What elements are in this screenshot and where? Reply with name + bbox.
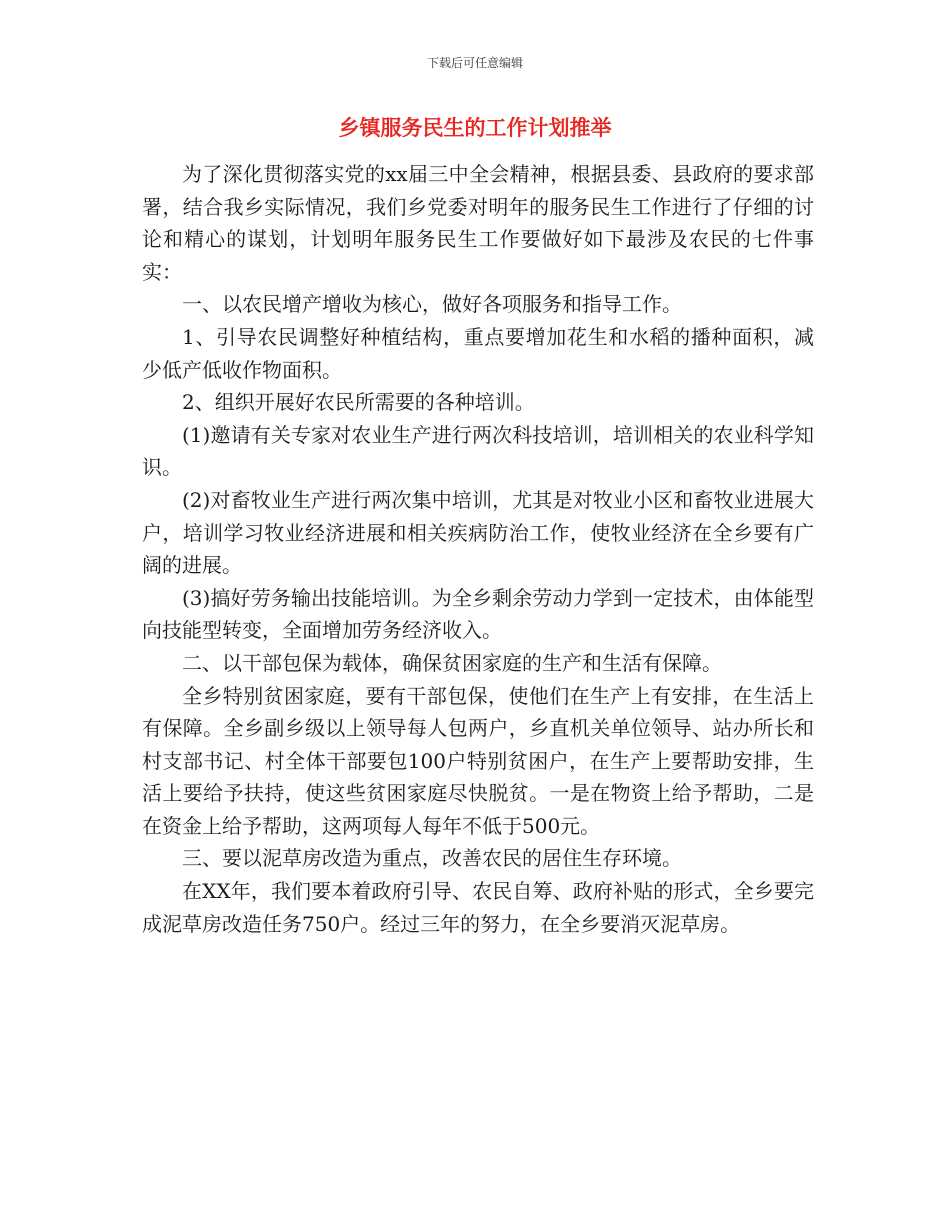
heading-section-1: 一、以农民增产增收为核心，做好各项服务和指导工作。: [182, 292, 682, 317]
paragraph-section-3: 在XX年，我们要本着政府引导、农民自筹、政府补贴的形式，全乡要完成泥草房改造任务750户。经过三年的努力，在全乡要消灭泥草房。: [142, 879, 814, 936]
header-note: 下载后可任意编辑: [426, 56, 523, 70]
paragraph-subitem-2: (2)对畜牧业生产进行两次集中培训，尤其是对牧业小区和畜牧业进展大户，培训学习牧业经济进展和相关疾病防治工作，使牧业经济在全乡要有广阔的进展。: [142, 487, 814, 578]
paragraph-section-2: 全乡特别贫困家庭，要有干部包保，使他们在生产上有安排，在生活上有保障。全乡副乡级以上领导每人包两户，乡直机关单位领导、站办所长和村支部书记、村全体干部要包100户特别贫困户，在生产上要帮助安排，生活上要给予扶持，使这些贫困家庭尽快脱贫。一是在物资上给予帮助，二是在资金上给予帮助，这两项每人每年不低于500元。: [142, 683, 814, 838]
paragraph-item-2: 2、组织开展好农民所需要的各种培训。: [182, 390, 535, 415]
document-body: [142, 158, 814, 940]
document-title: 乡镇服务民生的工作计划推举: [338, 116, 612, 140]
paragraph-intro: 为了深化贯彻落实党的xx届三中全会精神，根据县委、县政府的要求部署，结合我乡实际情况，我们乡党委对明年的服务民生工作进行了仔细的讨论和精心的谋划，计划明年服务民生工作要做好如下最涉及农民的七件事实：: [142, 162, 814, 284]
heading-section-2: 二、以干部包保为载体，确保贫困家庭的生产和生活有保障。: [182, 650, 722, 675]
paragraph-item-1: 1、引导农民调整好种植结构，重点要增加花生和水稻的播种面积，减少低产低收作物面积。: [142, 324, 814, 382]
heading-section-3: 三、要以泥草房改造为重点，改善农民的居住生存环境。: [182, 846, 682, 871]
paragraph-subitem-1: (1)邀请有关专家对农业生产进行两次科技培训，培训相关的农业科学知识。: [142, 422, 814, 480]
paragraph-subitem-3: (3)搞好劳务输出技能培训。为全乡剩余劳动力学到一定技术，由体能型向技能型转变，全面增加劳务经济收入。: [142, 585, 814, 643]
